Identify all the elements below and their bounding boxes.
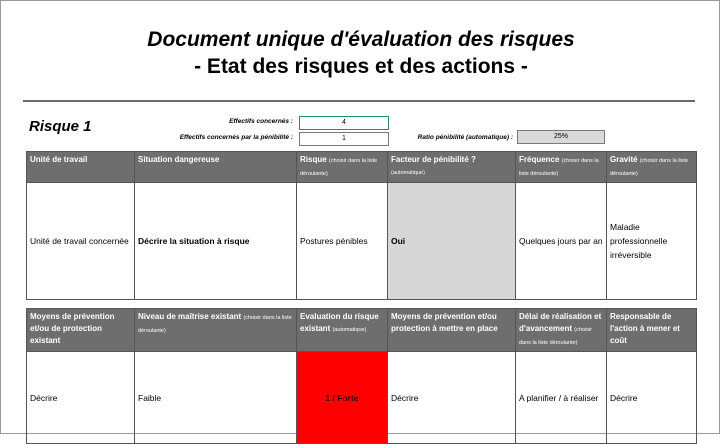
cell-situation[interactable]: Décrire la situation à risque bbox=[135, 183, 297, 300]
header-evaluation: Evaluation du risque existant (automatique) bbox=[297, 309, 388, 352]
cell-responsable[interactable]: Décrire bbox=[607, 352, 697, 444]
header-unite: Unité de travail bbox=[27, 152, 135, 183]
risk-table-header bbox=[27, 152, 697, 183]
cell-moyens-existants[interactable]: Décrire bbox=[27, 352, 135, 444]
header-moyens-existants: Moyens de prévention et/ou de protection existant bbox=[27, 309, 135, 352]
cell-frequence[interactable]: Quelques jours par an bbox=[516, 183, 607, 300]
table-row bbox=[27, 183, 697, 300]
header-gravite: Gravité (choisir dans la liste déroulante) bbox=[607, 152, 697, 183]
effectifs-field[interactable]: 4 bbox=[299, 116, 389, 130]
header-delai: Délai de réalisation et d'avancement (choisir dans la liste déroulante) bbox=[516, 309, 607, 352]
header-moyens-a-mettre: Moyens de prévention et/ou protection à mettre en place bbox=[388, 309, 516, 352]
penibilite-label: Effectifs concernés par la pénibilité : bbox=[179, 134, 293, 141]
ratio-label: Ratio pénibilité (automatique) : bbox=[417, 134, 513, 141]
actions-table bbox=[26, 308, 697, 444]
header-frequence: Fréquence (choisir dans la liste déroulante) bbox=[516, 152, 607, 183]
cell-moyens-a-mettre[interactable]: Décrire bbox=[388, 352, 516, 444]
ratio-field: 25% bbox=[517, 130, 605, 144]
effectifs-label: Effectifs concernés : bbox=[229, 118, 293, 125]
header-situation: Situation dangereuse bbox=[135, 152, 297, 183]
cell-unite[interactable]: Unité de travail concernée bbox=[27, 183, 135, 300]
document-title: Document unique d'évaluation des risques bbox=[147, 28, 575, 51]
risk-title: Risque 1 bbox=[29, 118, 92, 135]
header-responsable: Responsable de l'action à mener et coût bbox=[607, 309, 697, 352]
cell-risque[interactable]: Postures pénibles bbox=[297, 183, 388, 300]
cell-delai[interactable]: A planifier / à réaliser bbox=[516, 352, 607, 444]
cell-gravite[interactable]: Maladie professionnelle irréversible bbox=[607, 183, 697, 300]
cell-facteur: Oui bbox=[388, 183, 516, 300]
risk-table bbox=[26, 151, 697, 300]
header-facteur: Facteur de pénibilité ? (automatique) bbox=[388, 152, 516, 183]
actions-table-header bbox=[27, 309, 697, 352]
cell-evaluation: 1 / Forte bbox=[297, 352, 388, 444]
header-risque: Risque (choisir dans la liste déroulante) bbox=[297, 152, 388, 183]
document-subtitle: - Etat des risques et des actions - bbox=[194, 55, 528, 78]
divider bbox=[23, 100, 695, 102]
penibilite-field[interactable]: 1 bbox=[299, 132, 389, 146]
cell-niveau[interactable]: Faible bbox=[135, 352, 297, 444]
header-niveau: Niveau de maîtrise existant (choisir dans la liste déroulante) bbox=[135, 309, 297, 352]
table-row bbox=[27, 352, 697, 444]
